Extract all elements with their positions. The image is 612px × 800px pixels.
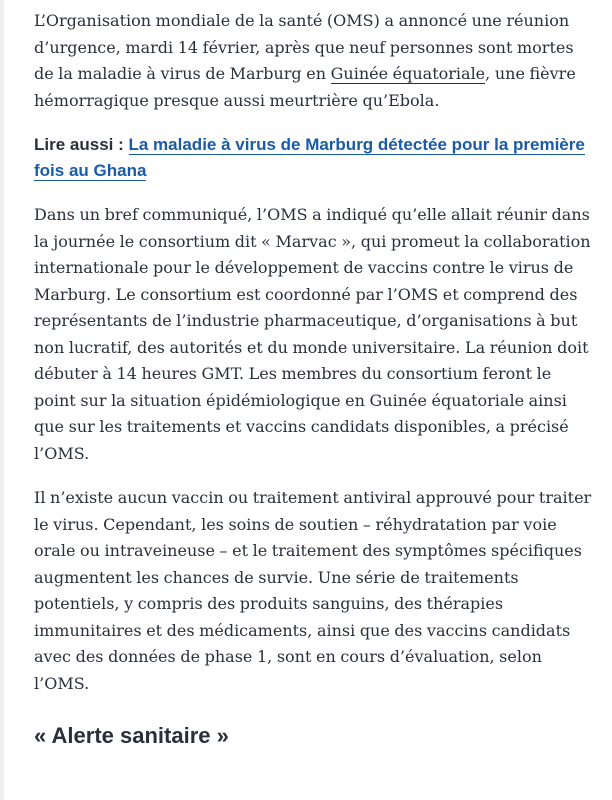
link-guinee-equatoriale[interactable]: Guinée équatoriale (330, 64, 486, 83)
paragraph-intro-text-end: , une fièvre hémorragique presque aussi meurtrière qu’Ebola. (34, 64, 576, 110)
paragraph-treatment: Il n’existe aucun vaccin ou traitement antiviral approuvé pour traiter le virus. Cependant, les soins de soutien – réhydratation par voie orale ou intraveineuse – et le traitement des symptômes spécifiques augmentent les chances de survie. Une série de traitements potentiels, y compris des produits sanguins, des thérapies immunitaires et des médicaments, ainsi que des vaccins candidats avec des données de phase 1, sont en cours d’évaluation, selon l’OMS. (34, 488, 592, 693)
article-body (34, 8, 596, 749)
paragraph-consortium: Dans un bref communiqué, l’OMS a indiqué qu’elle allait réunir dans la journée le consortium dit « Marvac », qui promeut la collaboration internationale pour le développement de vaccins contre le virus de Marburg. Le consortium est coordonné par l’OMS et comprend des représentants de l’industrie pharmaceutique, d’organisations à but non lucratif, des autorités et du monde universitaire. La réunion doit débuter à 14 heures GMT. Les membres du consortium feront le point sur la situation épidémiologique en Guinée équatoriale ainsi que sur les traitements et vaccins candidats disponibles, a précisé l’OMS. (34, 205, 591, 463)
paragraph-intro (34, 8, 596, 114)
left-border (0, 0, 4, 800)
paragraph-intro-text-start: L’Organisation mondiale de la santé (OMS) a annoncé une réunion d’urgence, mardi 14 février, après que neuf personnes sont mortes de la maladie à virus de Marburg en (34, 11, 574, 83)
read-also-block (34, 132, 596, 184)
read-also-link[interactable]: La maladie à virus de Marburg détectée pour la première fois au Ghana (34, 135, 585, 180)
read-also-label: Lire aussi : (34, 135, 124, 154)
section-heading: « Alerte sanitaire » (34, 723, 229, 748)
